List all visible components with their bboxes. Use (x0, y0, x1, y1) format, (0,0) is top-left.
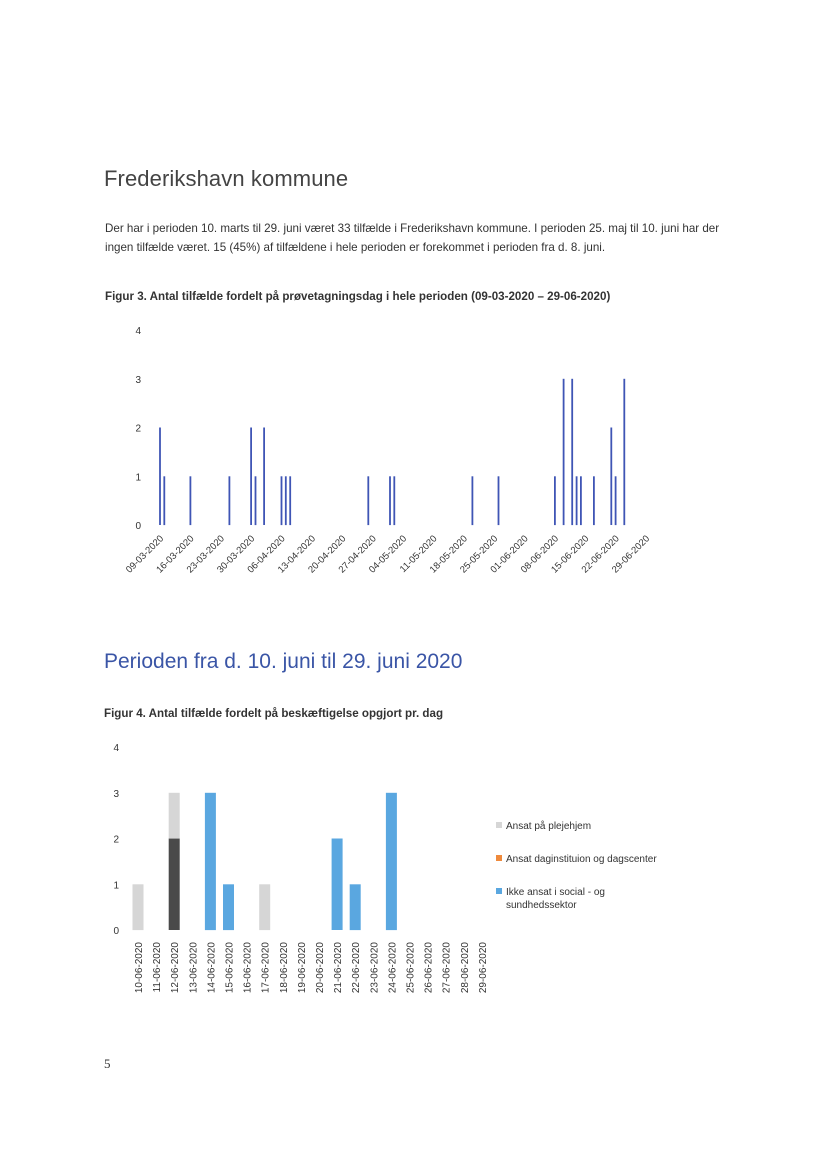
figure3-bar (615, 476, 617, 525)
figure3-bar (571, 379, 573, 525)
legend-label-daginstitution: Ansat daginstituion og dagscenter (506, 854, 657, 865)
figure3-xtick-label: 11-05-2020 (397, 533, 440, 575)
figure4-xtick-label: 21-06-2020 (333, 942, 345, 994)
figure3-bar (367, 476, 369, 525)
figure4-bar-segment (205, 793, 216, 930)
figure3-bar (255, 476, 257, 525)
figure4-bar-segment (386, 793, 397, 930)
figure4-bar-segment (350, 884, 361, 930)
figure4-bar-segment (169, 839, 180, 931)
figure4-ytick-label: 1 (113, 880, 119, 892)
figure3-bar (229, 476, 231, 525)
figure4-ytick-label: 0 (113, 926, 119, 937)
figure3-bar (498, 476, 500, 525)
figure3-xtick-label: 20-04-2020 (306, 533, 349, 576)
legend-swatch-daginstitution (496, 855, 502, 861)
figure3-bar (263, 428, 265, 526)
figure3-xtick-label: 13-04-2020 (275, 533, 319, 576)
figure3-caption: Figur 3. Antal tilfælde fordelt på prøvetagningsdag i hele perioden (09-03-2020 – 29-06-2020) (105, 290, 611, 303)
figure3-bar (285, 476, 287, 525)
figure3-ytick-label: 3 (135, 374, 141, 386)
summary-paragraph: Der har i perioden 10. marts til 29. juni været 33 tilfælde i Frederikshavn kommune. I perioden 25. maj til 10. juni har der ingen tilfælde været. 15 (45%) af tilfældene i hele perioden er forekommet i perioden fra d. 8. juni. (105, 222, 720, 254)
figure4-ytick-label: 2 (113, 834, 119, 846)
figure3-bar (580, 476, 582, 525)
figure3-xtick-label: 15-06-2020 (549, 533, 592, 576)
figure3-ytick-label: 0 (135, 521, 141, 532)
figure3-xtick-label: 18-05-2020 (427, 533, 470, 576)
figure4-xtick-label: 11-06-2020 (152, 942, 164, 993)
figure3-bar (159, 428, 161, 526)
legend-label-plejehjem: Ansat på plejehjem (506, 821, 592, 832)
figure3-xtick-label: 16-03-2020 (154, 533, 197, 576)
figure4-xtick-label: 20-06-2020 (315, 942, 326, 994)
figure3-bar (190, 476, 192, 525)
figure3-bar (563, 379, 565, 525)
figure4-xtick-label: 12-06-2020 (170, 942, 182, 994)
figure4-xtick-label: 17-06-2020 (260, 942, 272, 994)
page-number: 5 (104, 1056, 111, 1071)
figure3-ytick-label: 1 (135, 472, 141, 484)
figure4-bar-segment (133, 884, 144, 930)
municipality-heading: Frederikshavn kommune (104, 166, 349, 191)
figure3-bar (163, 476, 165, 525)
figure3-bar (389, 476, 391, 525)
figure3-xtick-label: 23-03-2020 (184, 533, 227, 576)
legend-label-ikke-ansat: Ikke ansat i social - og (506, 887, 605, 898)
figure3-xtick-label: 04-05-2020 (366, 533, 410, 576)
figure3-xtick-label: 09-03-2020 (123, 533, 167, 576)
figure4-ytick-label: 3 (113, 788, 119, 800)
figure3-bar (593, 476, 595, 525)
figure4-ytick-label: 4 (113, 743, 119, 754)
figure4-xtick-label: 15-06-2020 (224, 942, 236, 994)
figure3-xtick-label: 22-06-2020 (579, 533, 622, 576)
period-heading: Perioden fra d. 10. juni til 29. juni 2020 (104, 650, 463, 673)
figure4-bar-segment (332, 839, 343, 931)
figure4-xtick-label: 27-06-2020 (441, 942, 453, 994)
figure3-xtick-label: 29-06-2020 (609, 533, 653, 576)
figure4-xtick-label: 13-06-2020 (188, 942, 200, 994)
figure3-ytick-label: 2 (135, 423, 141, 435)
figure4-xtick-label: 25-06-2020 (405, 942, 417, 994)
figure3-xtick-label: 06-04-2020 (245, 533, 288, 576)
figure4-xtick-label: 29-06-2020 (477, 942, 489, 994)
figure3-ytick-label: 4 (135, 326, 141, 337)
legend-swatch-plejehjem (496, 822, 502, 828)
figure4-bar-segment (169, 793, 180, 839)
legend-label-ikke-ansat-line2: sundhedssektor (506, 900, 577, 911)
figure4-bar-segment (223, 884, 234, 930)
figure4-xtick-label: 10-06-2020 (134, 942, 145, 994)
figure4-bar-segment (259, 884, 270, 930)
figure4-xtick-label: 16-06-2020 (242, 942, 254, 994)
figure3-bar (554, 476, 556, 525)
figure3-xtick-label: 25-05-2020 (458, 533, 501, 576)
figure4-xtick-label: 22-06-2020 (351, 942, 363, 994)
figure3-xtick-label: 01-06-2020 (488, 533, 531, 576)
figure3-bar (281, 476, 283, 525)
legend-swatch-ikke-ansat (496, 888, 502, 894)
figure3-xtick-label: 30-03-2020 (215, 533, 258, 576)
figure3-bar (393, 476, 395, 525)
figure4-xtick-label: 18-06-2020 (278, 942, 290, 994)
figure4-xtick-label: 23-06-2020 (369, 942, 381, 994)
figure4-xtick-label: 26-06-2020 (423, 942, 435, 994)
figure4-caption: Figur 4. Antal tilfælde fordelt på beskæftigelse opgjort pr. dag (104, 707, 444, 720)
figure3-xtick-label: 27-04-2020 (336, 533, 379, 576)
figure4-xtick-label: 28-06-2020 (459, 942, 471, 994)
figure3-bar (576, 476, 578, 525)
figure3-bar (472, 476, 474, 525)
figure3-xtick-label: 08-06-2020 (518, 533, 562, 576)
figure3-bar (289, 476, 291, 525)
figure3-bar (623, 379, 625, 525)
figure3-bar (250, 428, 252, 526)
figure4-xtick-label: 19-06-2020 (296, 942, 308, 994)
figure3-bar (610, 428, 612, 526)
figure4-xtick-label: 14-06-2020 (206, 942, 218, 994)
figure4-xtick-label: 24-06-2020 (387, 942, 399, 994)
